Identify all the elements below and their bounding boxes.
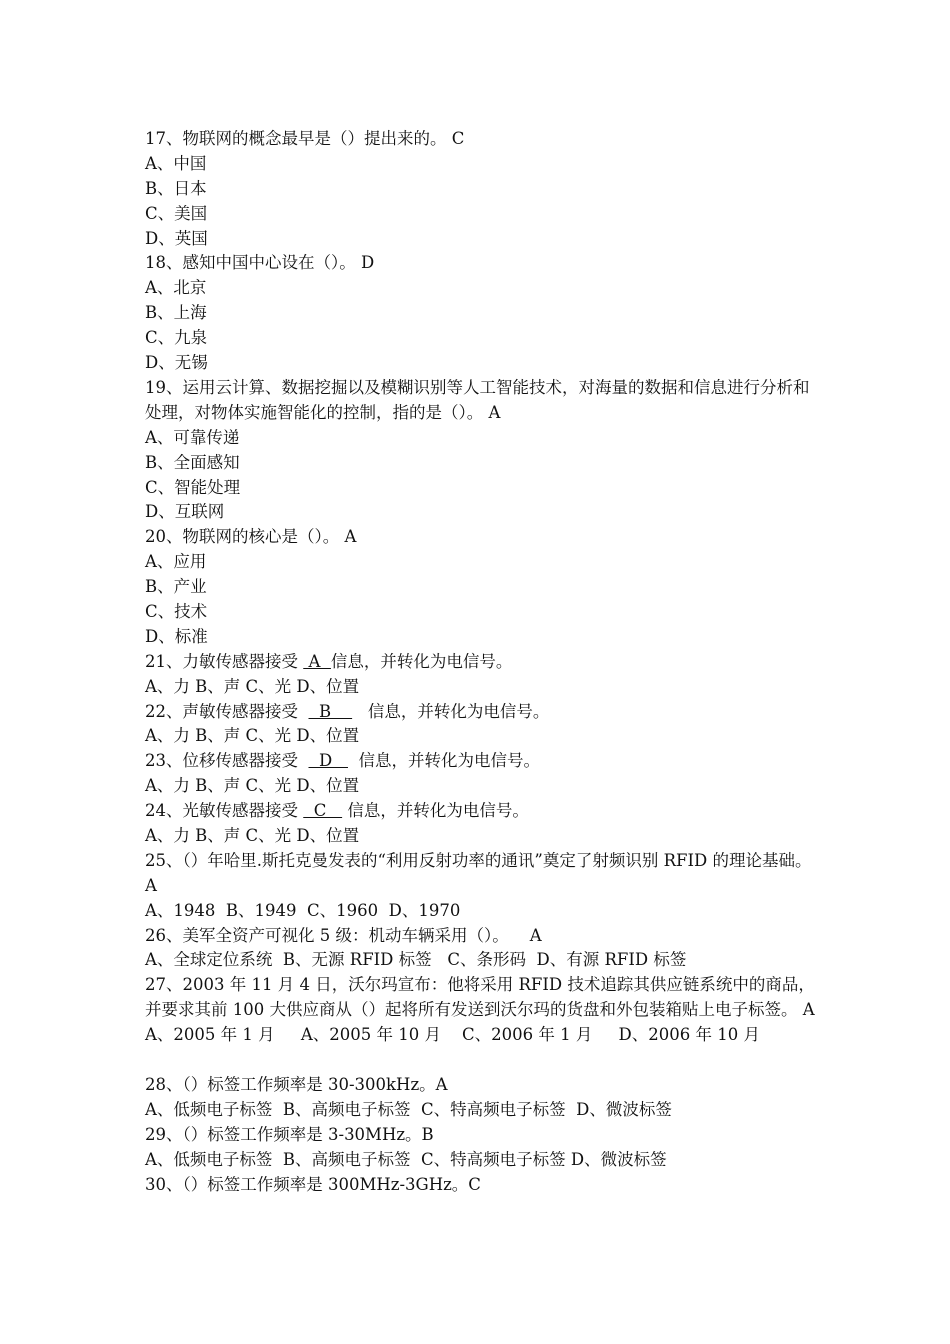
question-21-options: A、力 B、声 C、光 D、位置 — [145, 676, 360, 696]
question-26-stem: 26、美军全资产可视化 5 级：机动车辆采用（）。 A — [145, 925, 542, 945]
question-22-options: A、力 B、声 C、光 D、位置 — [145, 726, 360, 746]
question-23-suffix: 信息，并转化为电信号。 — [347, 751, 540, 771]
question-20-option-b: B、产业 — [145, 577, 207, 597]
question-17-option-d: D、英国 — [145, 228, 208, 248]
question-27-options: A、2005 年 1 月 A、2005 年 10 月 C、2006 年 1 月 D、2006 年 10 月 — [145, 1025, 761, 1045]
question-25-options: A、1948 B、1949 C、1960 D、1970 — [145, 900, 461, 920]
question-28-options: A、低频电子标签 B、高频电子标签 C、特高频电子标签 D、微波标签 — [145, 1099, 672, 1119]
question-26-options: A、全球定位系统 B、无源 RFID 标签 C、条形码 D、有源 RFID 标签 — [145, 950, 687, 970]
question-23-stem — [145, 749, 815, 774]
question-24-options: A、力 B、声 C、光 D、位置 — [145, 825, 360, 845]
question-18-option-c: C、九泉 — [145, 328, 208, 348]
question-17-option-c: C、美国 — [145, 203, 208, 223]
question-17-stem: 17、物联网的概念最早是（）提出来的。 C — [145, 129, 465, 148]
question-22-suffix: 信息，并转化为电信号。 — [352, 701, 550, 721]
question-21-stem — [145, 650, 815, 675]
question-20-option-a: A、应用 — [145, 552, 207, 572]
question-17-option-b: B、日本 — [145, 178, 207, 198]
question-23-answer-blank: D — [308, 751, 348, 771]
question-22-stem — [145, 700, 815, 725]
question-19-option-a: A、可靠传递 — [145, 427, 240, 447]
question-21-suffix: 信息，并转化为电信号。 — [330, 651, 513, 671]
question-22-answer-blank: B — [308, 701, 353, 721]
question-23-prefix: 23、位移传感器接受 — [145, 751, 309, 771]
question-22-prefix: 22、声敏传感器接受 — [145, 701, 309, 721]
question-20-stem: 20、物联网的核心是（）。 A — [145, 527, 357, 547]
question-20-option-d: D、标准 — [145, 626, 208, 646]
question-25-stem: 25、（）年哈里.斯托克曼发表的“利用反射功率的通讯”奠定了射频识别 RFID 的理论基础。 A — [145, 850, 812, 895]
question-24-prefix: 24、光敏传感器接受 — [145, 801, 304, 821]
question-list — [145, 127, 815, 1197]
question-24-stem — [145, 799, 815, 824]
question-30-stem: 30、（）标签工作频率是 300MHz-3GHz。C — [145, 1174, 481, 1194]
question-24-answer-blank: C — [303, 801, 343, 821]
question-18-option-d: D、无锡 — [145, 353, 208, 373]
question-17-option-a: A、中国 — [145, 153, 207, 173]
question-20-option-c: C、技术 — [145, 601, 208, 621]
blank-line — [145, 1048, 815, 1073]
question-29-stem: 29、（）标签工作频率是 3-30MHz。B — [145, 1124, 434, 1144]
question-18-option-b: B、上海 — [145, 303, 207, 323]
question-28-stem: 28、（）标签工作频率是 30-300kHz。A — [145, 1074, 448, 1094]
question-18-stem: 18、感知中国中心设在（）。 D — [145, 253, 375, 273]
question-24-suffix: 信息，并转化为电信号。 — [342, 801, 529, 821]
question-21-answer-blank: A — [303, 651, 331, 671]
question-21-prefix: 21、力敏传感器接受 — [145, 651, 304, 671]
question-29-options: A、低频电子标签 B、高频电子标签 C、特高频电子标签 D、微波标签 — [145, 1149, 667, 1169]
question-19-option-c: C、智能处理 — [145, 477, 241, 497]
question-23-options: A、力 B、声 C、光 D、位置 — [145, 776, 360, 796]
question-18-option-a: A、北京 — [145, 278, 207, 298]
question-19-option-d: D、互联网 — [145, 502, 225, 522]
question-27-stem: 27、2003 年 11 月 4 日，沃尔玛宣布：他将采用 RFID 技术追踪其供应链系统中的商品，并要求其前 100 大供应商从（）起将所有发送到沃尔玛的货盘和外包装箱贴上电子标签。 A — [145, 975, 815, 1020]
question-19-option-b: B、全面感知 — [145, 452, 240, 472]
question-19-stem: 19、运用云计算、数据挖掘以及模糊识别等人工智能技术，对海量的数据和信息进行分析和处理，对物体实施智能化的控制，指的是（）。 A — [145, 377, 810, 422]
